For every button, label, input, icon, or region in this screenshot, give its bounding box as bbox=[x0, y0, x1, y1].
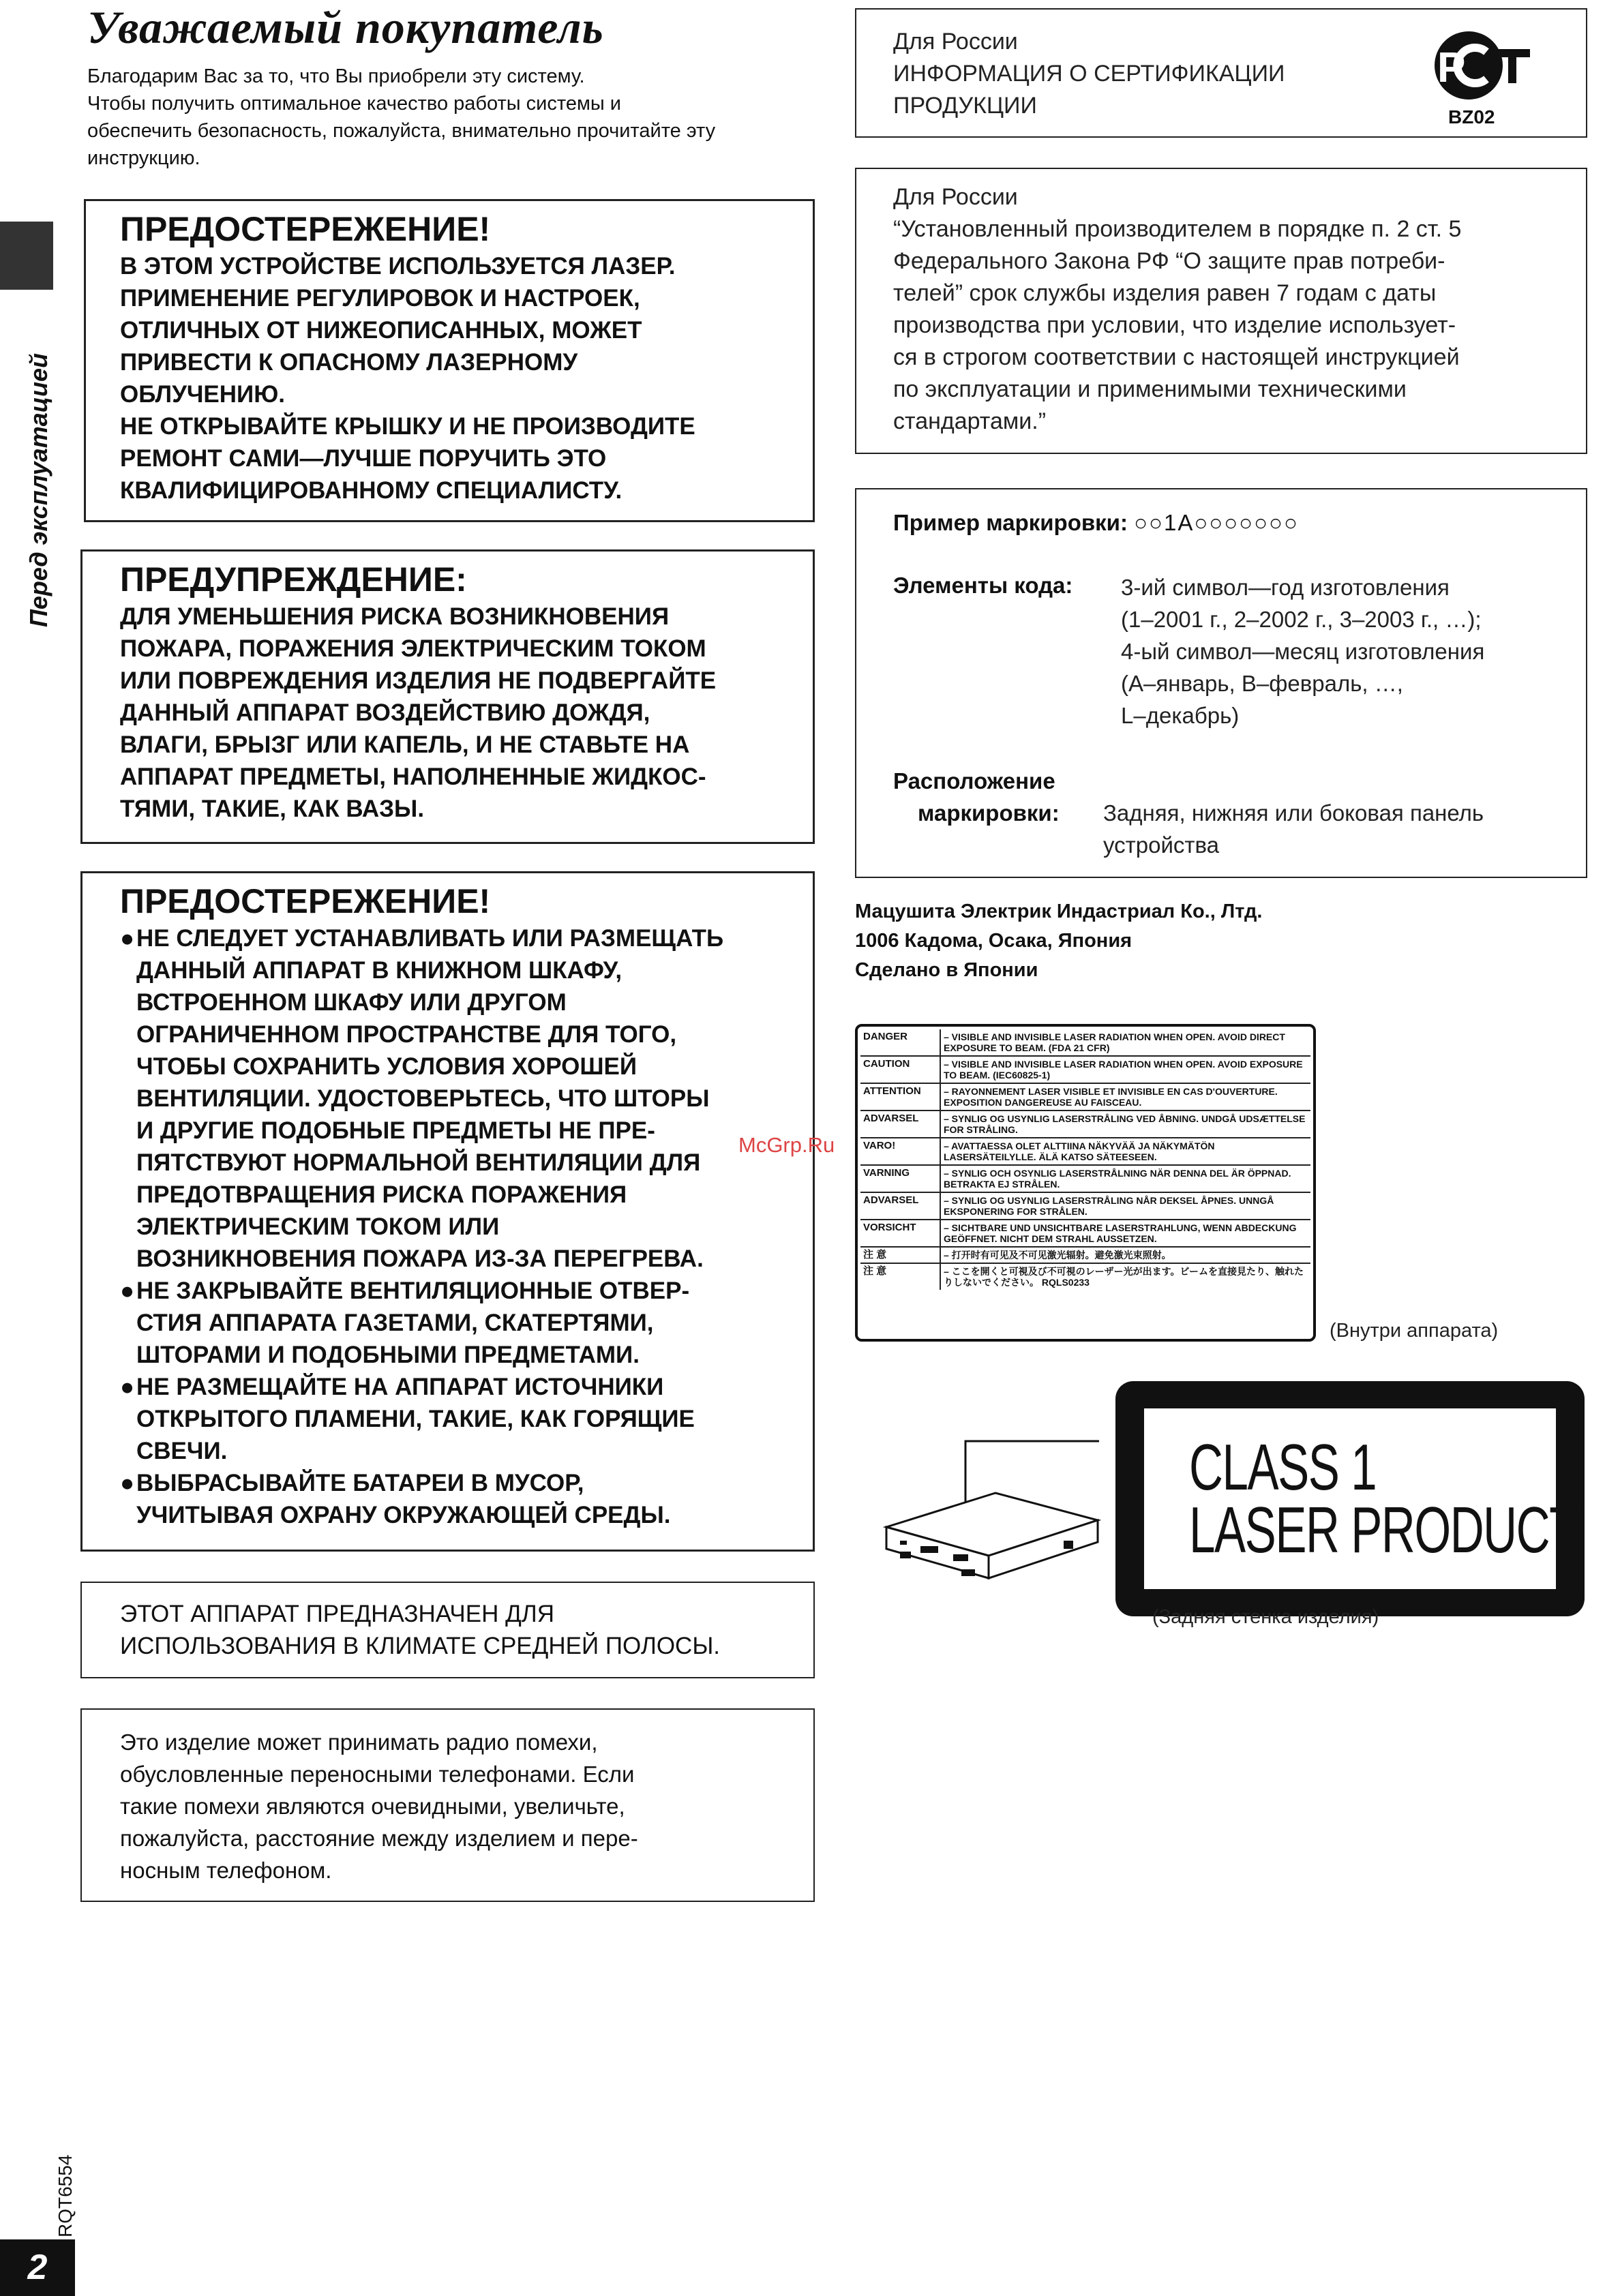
warning-text: ДЛЯ УМЕНЬШЕНИЯ РИСКА ВОЗНИКНОВЕНИЯ ПОЖАРА, ПОРАЖЕНИЯ ЭЛЕКТРИЧЕСКИМ ТОКОМ ИЛИ ПОВРЕЖДЕНИЯ ИЗДЕЛИЯ НЕ ПОДВЕРГАЙТЕ ДАННЫЙ АППАРАТ ВОЗДЕЙСТВИЮ ДОЖДЯ, ВЛАГИ, БРЫЗГ ИЛИ КАПЕЛЬ, И НЕ СТАВЬТЕ НА АППАРАТ ПРЕДМЕТЫ, НАПОЛНЕННЫЕ ЖИДКОС- ТЯМИ, ТАКИЕ, КАК ВАЗЫ. bbox=[120, 603, 717, 822]
sidebar-tab bbox=[0, 222, 53, 290]
svg-text:P: P bbox=[1437, 44, 1466, 91]
marking-example-label: Пример маркировки: bbox=[893, 510, 1128, 535]
certification-box bbox=[855, 8, 1587, 138]
intro-paragraph: Благодарим Вас за то, что Вы приобрели эту систему. Чтобы получить оптимальное качество работы системы и обеспечить безопасность, пожалуйста, внимательно прочитайте эту инструкцию. bbox=[87, 65, 716, 169]
marking-elements-text: 3-ий символ—год изготовления (1–2001 г., 2–2002 г., 3–2003 г., …); 4-ый символ—месяц изготовления (A–январь, B–февраль, …, L–декабрь) bbox=[1121, 575, 1485, 728]
caution-text: В ЭТОМ УСТРОЙСТВЕ ИСПОЛЬЗУЕТСЯ ЛАЗЕР. ПРИМЕНЕНИЕ РЕГУЛИРОВОК И НАСТРОЕК, ОТЛИЧНЫХ ОТ НИЖЕОПИСАННЫХ, МОЖЕТ ПРИВЕСТИ К ОПАСНОМУ ЛАЗЕРНОМУ ОБЛУЧЕНИЮ. НЕ ОТКРЫВАЙТЕ КРЫШКУ И НЕ ПРОИЗВОДИТЕ РЕМОНТ САМИ—ЛУЧШЕ ПОРУЧИТЬ ЭТО КВАЛИФИЦИРОВАННОМУ СПЕЦИАЛИСТУ. bbox=[120, 253, 695, 504]
warning-heading: ПРЕДУПРЕЖДЕНИЕ: bbox=[120, 560, 467, 599]
cert-line: ИНФОРМАЦИЯ О СЕРТИФИКАЦИИ bbox=[893, 61, 1285, 87]
marking-location-label: Расположение bbox=[893, 768, 1055, 794]
document-code: RQT6554 bbox=[55, 2154, 76, 2237]
page-number: 2 bbox=[0, 2239, 75, 2296]
watermark: McGrp.Ru bbox=[738, 1133, 835, 1157]
page-title: Уважаемый покупатель bbox=[87, 1, 604, 53]
pct-certification-mark-icon bbox=[1421, 25, 1530, 106]
marking-location-label: маркировки: bbox=[918, 800, 1060, 826]
cert-code: BZ02 bbox=[1448, 106, 1495, 127]
climate-line: ИСПОЛЬЗОВАНИЯ В КЛИМАТЕ СРЕДНЕЙ ПОЛОСЫ. bbox=[120, 1633, 721, 1659]
manufacturer-info: Мацушита Электрик Индастриал Ко., Лтд. 1006 Кадома, Осака, Япония Сделано в Японии bbox=[855, 901, 1263, 981]
class-label-caption: (Задняя стенка изделия) bbox=[1152, 1606, 1379, 1628]
laser-label-table: DANGER – VISIBLE AND INVISIBLE LASER RADIATION WHEN OPEN. AVOID DIRECT EXPOSURE TO BEAM. (FDA 21 CFR) CAUTION – VISIBLE AND INVISIBLE LASER RADIATION WHEN OPEN. AVOID EXPOSURE TO BEAM. (IEC60825-1) ATTENTION – RAYONNEMENT LASER VISIBLE ET INVISIBLE EN CAS D'OUVERTURE. EXPOSITION DANGEREUSE AU FAISCEAU. ADVARSEL – SYNLIG OG USYNLIG LASERSTRÅLING VED ÅBNING. UNDGÅ UDSÆTTELSE FOR STRÅLING. VARO! – AVATTAESSA OLET ALTTIINA NÄKYVÄÄ JA NÄKYMÄTÖN LASERSÄTEILYLLE. ÄLÄ KATSO SÄTEESEEN. VARNING – SYNLIG OCH OSYNLIG LASERSTRÅLNING NÄR DENNA DEL ÄR ÖPPNAD. BETRAKTA EJ STRÅLEN. ADVARSEL – SYNLIG OG USYNLIG LASERSTRÅLING NÅR DEKSEL ÅPNES. UNNGÅ EKSPONERING FOR STRÅLEN. VORSICHT – SICHTBARE UND UNSICHTBARE LASERSTRAHLUNG, WENN ABDECKUNG GEÖFFNET. NICHT DEM STRAHL AUSSETZEN. 注 意 – 打开时有可见及不可见激光辐射。避免激光束照射。 注 意 – ここを開くと可視及び不可視のレーザー光が出ます。ビームを直接見たり、触れたりしないでください。 RQLS0233 bbox=[860, 1029, 1310, 1290]
device-rear-illustration bbox=[880, 1438, 1111, 1595]
caution-bullet-ventilation: ● НЕ СЛЕДУЕТ УСТАНАВЛИВАТЬ ИЛИ РАЗМЕЩАТЬ ДАННЫЙ АППАРАТ В КНИЖНОМ ШКАФУ, ВСТРОЕННОМ ШКАФУ ИЛИ ДРУГОМ ОГРАНИЧЕННОМ ПРОСТРАНСТВЕ ДЛЯ ТОГО, ЧТОБЫ СОХРАНИТЬ УСЛОВИЯ ХОРОШЕЙ ВЕНТИЛЯЦИИ. УДОСТОВЕРЬТЕСЬ, ЧТО ШТОРЫ И ДРУГИЕ ПОДОБНЫЕ ПРЕДМЕТЫ НЕ ПРЕ- ПЯТСТВУЮТ НОРМАЛЬНОЙ ВЕНТИЛЯЦИИ ДЛЯ ПРЕДОТВРАЩЕНИЯ РИСКА ПОРАЖЕНИЯ ЭЛЕКТРИЧЕСКИМ ТОКОМ ИЛИ ВОЗНИКНОВЕНИЯ ПОЖАРА ИЗ-ЗА ПЕРЕГРЕВА. bbox=[120, 925, 724, 1272]
marking-location-text: Задняя, нижняя или боковая панель устройства bbox=[1103, 800, 1484, 858]
class1-laser-label bbox=[1115, 1381, 1585, 1616]
cert-line: ПРОДУКЦИИ bbox=[893, 93, 1037, 119]
climate-notice-box bbox=[80, 1582, 815, 1678]
radio-line: пожалуйста, расстояние между изделием и пере- bbox=[120, 1826, 638, 1851]
radio-line: носным телефоном. bbox=[120, 1858, 332, 1883]
caution-heading: ПРЕДОСТЕРЕЖЕНИЕ! bbox=[120, 882, 491, 920]
marking-info-box bbox=[855, 488, 1587, 878]
radio-interference-box bbox=[80, 1708, 815, 1902]
radio-line: такие помехи являются очевидными, увеличьте, bbox=[120, 1794, 625, 1819]
laser-warning-label bbox=[855, 1024, 1316, 1342]
sidebar-section-label: Перед эксплуатацией bbox=[25, 353, 52, 627]
caution-bullet-flame: ● НЕ РАЗМЕЩАЙТЕ НА АППАРАТ ИСТОЧНИКИ ОТКРЫТОГО ПЛАМЕНИ, ТАКИЕ, КАК ГОРЯЩИЕ СВЕЧИ. bbox=[120, 1374, 695, 1464]
radio-line: обусловленные переносными телефонами. Если bbox=[120, 1762, 635, 1787]
climate-line: ЭТОТ АППАРАТ ПРЕДНАЗНАЧЕН ДЛЯ bbox=[120, 1601, 555, 1627]
laser-caution-box bbox=[84, 199, 815, 522]
cert-line: Для России bbox=[893, 29, 1018, 55]
class1-line: CLASS 1 bbox=[1189, 1430, 1377, 1504]
caution-heading: ПРЕДОСТЕРЕЖЕНИЕ! bbox=[120, 210, 491, 248]
laser-label-caption: (Внутри аппарата) bbox=[1330, 1320, 1499, 1342]
caution-bullet-vents: ● НЕ ЗАКРЫВАЙТЕ ВЕНТИЛЯЦИОННЫЕ ОТВЕР- СТИЯ АППАРАТА ГАЗЕТАМИ, СКАТЕРТЯМИ, ШТОРАМИ И ПОДОБНЫМИ ПРЕДМЕТАМИ. bbox=[120, 1278, 690, 1368]
radio-line: Это изделие может принимать радио помехи, bbox=[120, 1729, 598, 1755]
installation-caution-box bbox=[80, 871, 815, 1552]
service-life-box: Для России “Установленный производителем в порядке п. 2 ст. 5 Федерального Закона РФ “О защите прав потреби- телей” срок службы изделия равен 7 годам с даты производства при условии, что изделие использует- ся в строгом соответствии с настоящей инструкцией по эксплуатации и применимыми техническими стандартами.” bbox=[855, 168, 1587, 454]
marking-example-code: ○○1A○○○○○○○ bbox=[1134, 510, 1299, 535]
fire-warning-box bbox=[80, 549, 815, 844]
marking-elements-label: Элементы кода: bbox=[893, 573, 1073, 598]
class1-line: LASER PRODUCT bbox=[1189, 1493, 1577, 1567]
caution-bullet-batteries: ● ВЫБРАСЫВАЙТЕ БАТАРЕИ В МУСОР, УЧИТЫВАЯ ОХРАНУ ОКРУЖАЮЩЕЙ СРЕДЫ. bbox=[120, 1470, 671, 1528]
